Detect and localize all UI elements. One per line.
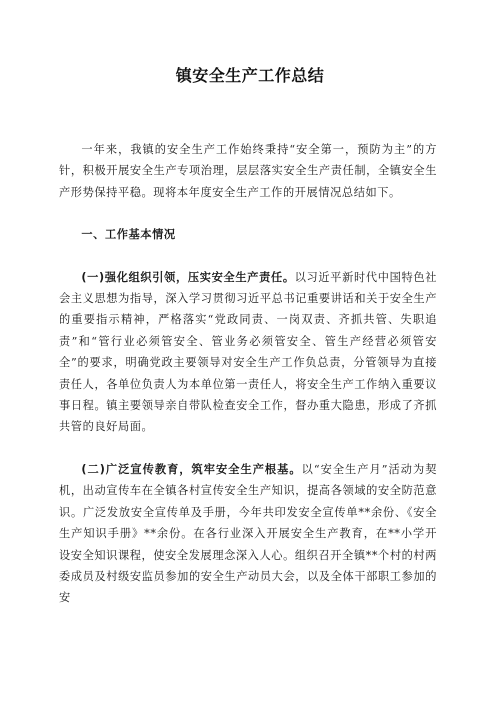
item-1-lead: (一)强化组织引领，压实安全生产责任。 [81, 270, 295, 284]
document-title: 镇安全生产工作总结 [175, 66, 325, 85]
paragraph-gap [59, 203, 437, 224]
intro-paragraph: 一年来，我镇的安全生产工作始终秉持“安全第一，预防为主”的方针，积极开展安全生产专项治理，层层落实安全生产责任制，全镇安全生产形势保持平稳。现将本年度安全生产工作的开展情况总结如下。 [59, 143, 437, 199]
section-heading: 一、工作基本情况 [81, 228, 176, 242]
paragraph-gap [59, 246, 437, 267]
item-1-body: 以习近平新时代中国特色社会主义思想为指导，深入学习贯彻习近平总书记重要讲话和关于安全生产的重要指示精神，严格落实“党政同责、一岗双责、齐抓共管、失职追责”和“管行业必须管安全、管业务必须管安全、管生产经营必须管安全”的要求，明确党政主要领导对安全生产工作负总责，分管领导为直接责任人，各单位负责人为本单位第一责任人，将安全生产工作纳入重要议事日程。镇主要领导亲自带队检查安全工作，督办重大隐患，形成了齐抓共管的良好局面。 [59, 270, 437, 434]
item-2-lead: (二)广泛宣传教育，筑牢安全生产根基。 [81, 462, 302, 476]
document-body [59, 139, 437, 609]
item-1-paragraph [59, 267, 437, 438]
item-2-paragraph [59, 459, 437, 609]
item-2-body: 以“安全生产月”活动为契机，出动宣传车在全镇各村宣传安全生产知识，提高各领域的安全防范意识。广泛发放安全宣传单及手册，今年共印发安全宣传单**余份、《安全生产知识手册》**余份。在各行业深入开展安全生产教育，在**小学开设安全知识课程，使安全发展理念深入人心。组织召开全镇**个村的村两委成员及村级安监员参加的安全生产动员大会，以及全体干部职工参加的安 [59, 462, 437, 605]
paragraph-gap [59, 438, 437, 459]
